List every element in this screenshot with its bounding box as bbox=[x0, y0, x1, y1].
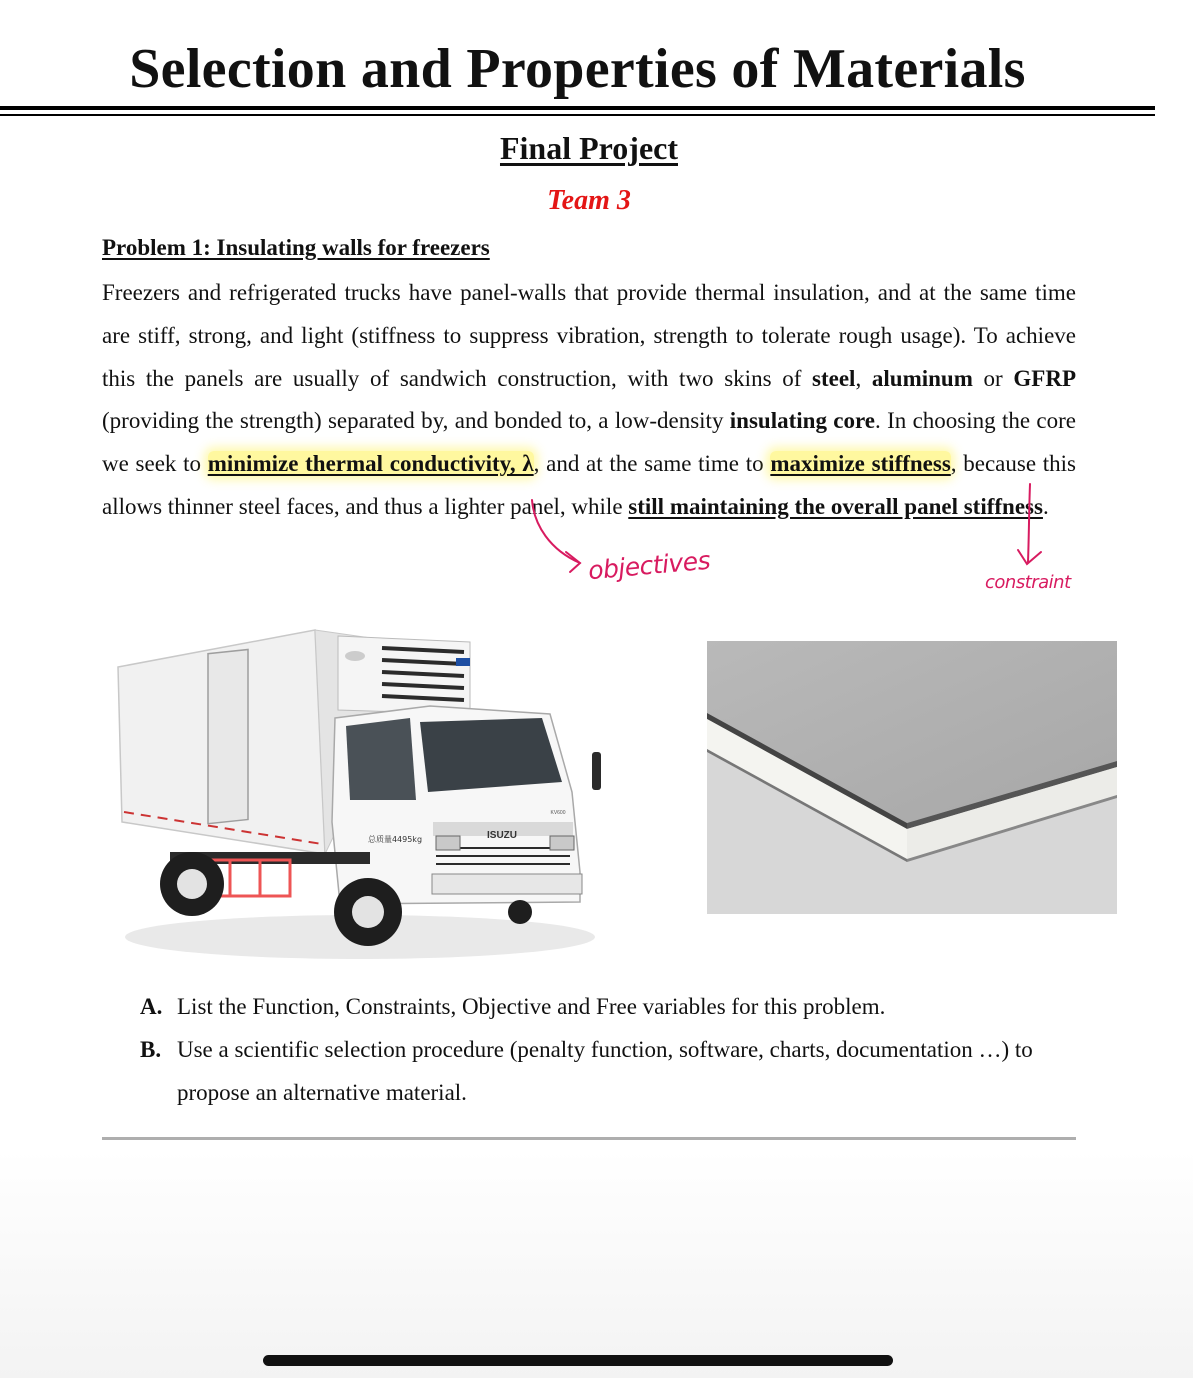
text-segment: (providing the strength) separated by, and bonded to, a low-density bbox=[102, 408, 730, 434]
home-indicator[interactable] bbox=[263, 1355, 893, 1366]
text-segment: , because this allows thinner steel faces, and thus a lighter panel, while bbox=[102, 451, 1076, 519]
handwritten-objectives: objectives bbox=[586, 545, 712, 586]
page-background-fade bbox=[0, 1150, 1193, 1378]
handwritten-constraint: constraint bbox=[985, 572, 1071, 593]
text-segment: , and at the same time to bbox=[533, 451, 771, 477]
constraint-arrow bbox=[1005, 480, 1055, 575]
keyword-insulating-core: insulating core bbox=[729, 408, 875, 434]
text-segment: , bbox=[855, 365, 872, 391]
truck-model-text: KV600 bbox=[550, 810, 566, 816]
document-title: Selection and Properties of Materials bbox=[129, 38, 1026, 100]
text-segment: . In choosing the core we seek to bbox=[102, 408, 1076, 477]
title-rule-thick bbox=[0, 106, 1155, 110]
bottom-rule bbox=[102, 1137, 1076, 1140]
text-segment: Freezers and refrigerated trucks have panel-walls that provide thermal insulation, and at the same time are stiff, strong, and light (stiffness to suppress vibration, strength to tolerate rough usage). To achieve this the panels are usually of sandwich construction, with two skins of bbox=[102, 280, 1076, 391]
team-label: Team 3 bbox=[547, 185, 631, 216]
keyword-aluminum: aluminum bbox=[871, 365, 973, 391]
refrigerated-truck-image bbox=[110, 622, 610, 967]
title-rule-thin bbox=[0, 114, 1155, 116]
question-marker: A. bbox=[140, 994, 163, 1019]
highlight-maximize-stiffness: maximize stiffness bbox=[770, 451, 951, 477]
keyword-gfrp: GFRP bbox=[1013, 365, 1076, 391]
highlight-minimize-conductivity: minimize thermal conductivity, λ bbox=[207, 451, 534, 477]
document-subtitle: Final Project bbox=[499, 130, 678, 166]
question-marker: B. bbox=[140, 1037, 162, 1062]
question-text: Use a scientific selection procedure (penalty function, software, charts, documentation …) to propose an alternative material. bbox=[177, 1037, 1033, 1105]
keyword-still-maintaining: still maintaining the overall panel stiffness bbox=[628, 493, 1043, 519]
text-segment: . bbox=[1042, 493, 1049, 519]
question-item bbox=[140, 1028, 1080, 1114]
truck-side-text: 总质量4495kg bbox=[367, 835, 423, 844]
sandwich-panel-image bbox=[707, 641, 1117, 914]
question-text: List the Function, Constraints, Objective and Free variables for this problem. bbox=[177, 994, 886, 1019]
problem-heading: Problem 1: Insulating walls for freezers bbox=[102, 235, 490, 260]
keyword-steel: steel bbox=[812, 365, 856, 391]
question-item bbox=[140, 985, 1080, 1028]
question-list bbox=[140, 985, 1080, 1114]
truck-brand-text: ISUZU bbox=[487, 830, 517, 841]
text-segment: or bbox=[972, 365, 1014, 391]
